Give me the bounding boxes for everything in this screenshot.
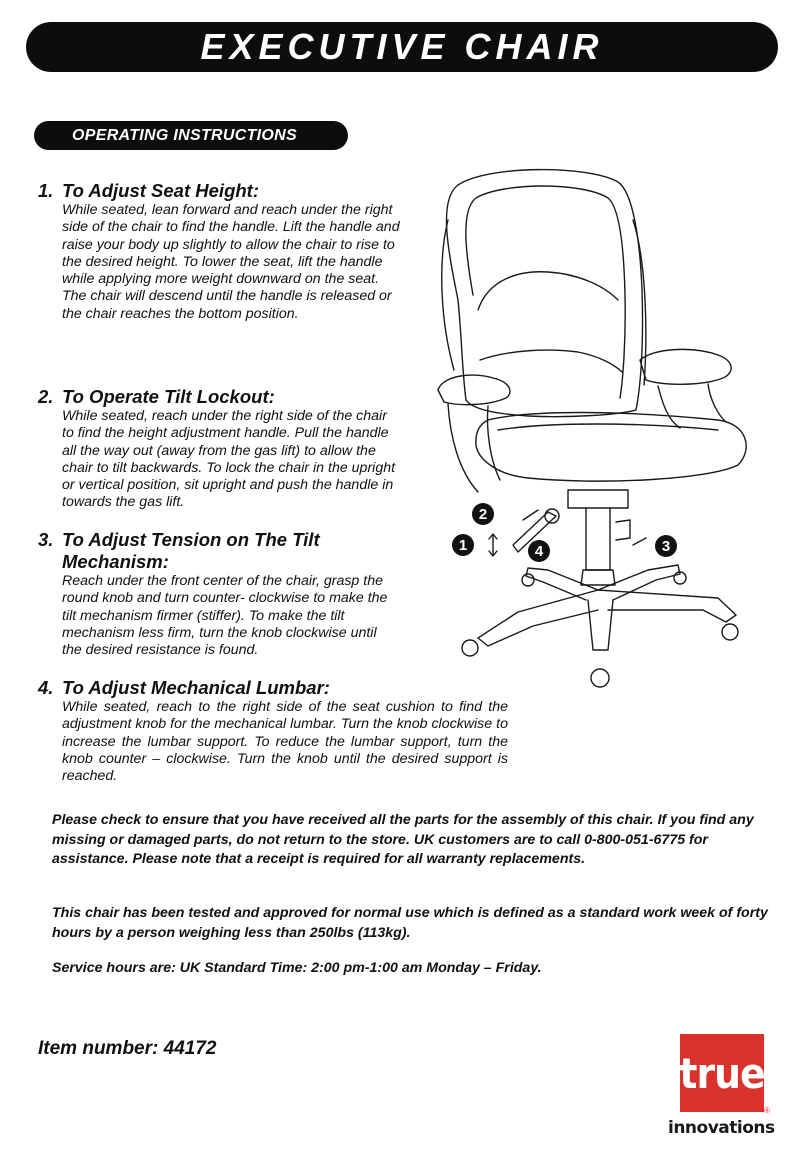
step-title: To Operate Tilt Lockout: xyxy=(62,386,275,407)
step-title: To Adjust Mechanical Lumbar: xyxy=(62,677,330,698)
step-heading xyxy=(38,180,400,202)
registered-mark: ® xyxy=(764,1106,770,1115)
document-title: EXECUTIVE CHAIR xyxy=(200,26,604,67)
section-title: OPERATING INSTRUCTIONS xyxy=(72,126,297,144)
step-heading xyxy=(38,529,400,573)
section-banner xyxy=(34,121,348,150)
callout-badge-1 xyxy=(452,534,474,556)
callout-3-label: 3 xyxy=(661,538,671,555)
step-body: While seated, reach under the right side of the chair to find the height adjustment handle. Pull the handle all the way out (away from the gas lift) to allow the chair to tilt backwards. To lock the chair in the upright or vertical position, sit upright and push the handle in towards the gas lift. xyxy=(62,408,396,511)
callout-badge-4 xyxy=(528,540,550,562)
callout-badge-3 xyxy=(655,535,677,557)
logo-mark xyxy=(680,1034,764,1112)
title-banner xyxy=(26,22,778,72)
brand-logo xyxy=(668,1034,774,1140)
callout-badge-2 xyxy=(472,503,494,525)
callout-2-label: 2 xyxy=(478,506,488,523)
step-number: 3. xyxy=(38,529,54,550)
notice-weight-rating: This chair has been tested and approved for normal use which is defined as a standard work week of forty hours by a person weighing less than 250lbs (113kg). xyxy=(52,905,768,941)
item-number: Item number: 44172 xyxy=(38,1038,217,1059)
diagram-callouts xyxy=(440,500,690,570)
step-adjust-seat-height xyxy=(38,180,400,323)
step-number: 2. xyxy=(38,386,54,407)
step-title: To Adjust Seat Height: xyxy=(62,180,259,201)
chair-diagram xyxy=(418,160,790,700)
step-body: While seated, lean forward and reach under the right side of the chair to find the handle. Lift the handle and raise your body up slightly to allow the chair to rise to the desired height. To lower the seat, lift the handle while applying more weight downward on the seat. The chair will descend until the handle is released or the chair reaches the bottom position. xyxy=(62,202,400,322)
step-title: To Adjust Tension on The Tilt Mechanism: xyxy=(62,529,320,572)
step-number: 1. xyxy=(38,180,54,201)
step-body: Reach under the front center of the chair, grasp the round knob and turn counter- clockwise to make the tilt mechanism firmer (stiffer). To make the tilt mechanism less firm, turn the knob clockwise until the desired resistance is found. xyxy=(62,573,388,659)
callout-4-label: 4 xyxy=(534,543,544,560)
step-heading xyxy=(38,386,400,408)
callout-1-label: 1 xyxy=(458,537,468,554)
step-tilt-tension xyxy=(38,529,400,659)
step-number: 4. xyxy=(38,677,54,698)
logo-sub-text: innovations xyxy=(668,1118,775,1138)
notice-service-hours: Service hours are: UK Standard Time: 2:00 pm-1:00 am Monday – Friday. xyxy=(52,960,542,976)
step-body: While seated, reach to the right side of the seat cushion to find the adjustment knob for the mechanical lumbar. Turn the knob clockwise to increase the lumbar support. To reduce the lumbar support, turn the knob counter – clockwise. Turn the knob until the desired support is reached. xyxy=(62,699,508,785)
notice-missing-parts: Please check to ensure that you have received all the parts for the assembly of this chair. If you find any missing or damaged parts, do not return to the store. UK customers are to call 0-800-051-6775 for assistance. Please note that a receipt is required for all warranty replacements. xyxy=(52,812,754,867)
logo-main-text: true xyxy=(679,1048,765,1098)
step-tilt-lockout xyxy=(38,386,400,512)
